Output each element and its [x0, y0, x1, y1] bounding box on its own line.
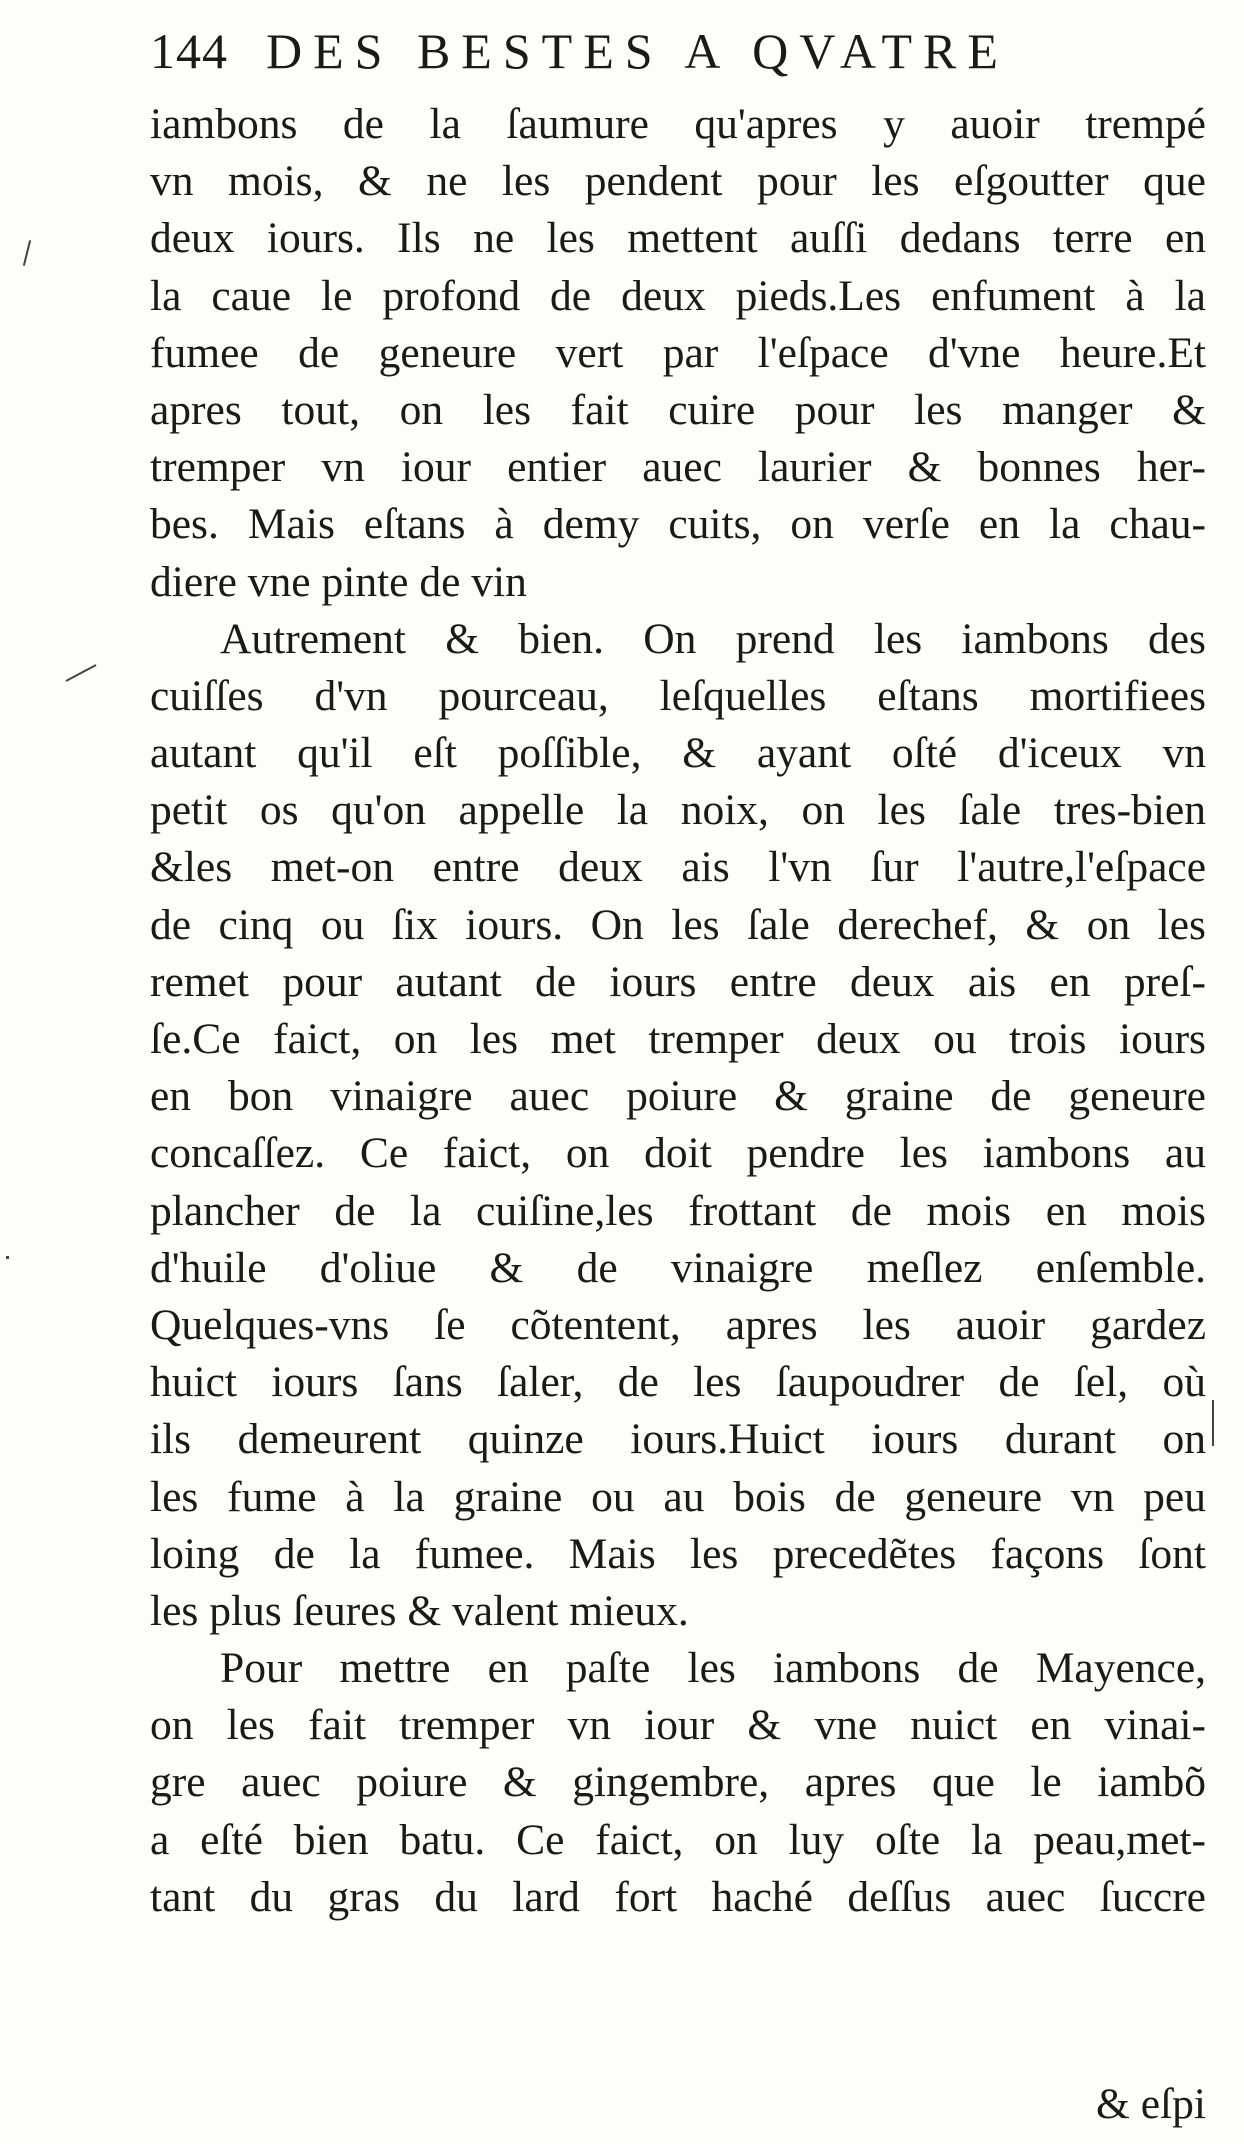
margin-mark	[6, 1256, 9, 1259]
margin-mark	[66, 664, 97, 682]
text-line: plancher de la cuiſine,les frottant de mois en mois	[150, 1186, 1206, 1235]
text-line: vn mois, & ne les pendent pour les eſgoutter que	[150, 157, 1206, 206]
text-line: autant qu'il eſt poſſible, & ayant oſté d'iceux vn	[150, 729, 1206, 778]
text-line: les plus ſeures & valent mieux.	[150, 1586, 689, 1635]
text-line: Quelques-vns ſe cõtentent, apres les auoir gardez	[150, 1300, 1206, 1349]
page-number: 144	[150, 23, 228, 79]
text-line: apres tout, on les fait cuire pour les manger &	[150, 385, 1206, 434]
text-line: a eſté bien batu. Ce faict, on luy oſte la peau,met-	[150, 1815, 1206, 1864]
text-line: petit os qu'on appelle la noix, on les ſale tres-bien	[150, 786, 1206, 835]
page-header	[150, 22, 1150, 102]
text-line: on les fait tremper vn iour & vne nuict en vinai-	[150, 1701, 1206, 1750]
text-line: fumee de geneure vert par l'eſpace d'vne heure.Et	[150, 328, 1206, 377]
text-line: concaſſez. Ce faict, on doit pendre les iambons au	[150, 1129, 1206, 1178]
text-line: cuiſſes d'vn pourceau, leſquelles eſtans mortifiees	[150, 671, 1206, 720]
margin-mark	[1212, 1400, 1214, 1446]
catchword: & eſpi	[1096, 2080, 1206, 2128]
text-line: tremper vn iour entier auec laurier & bonnes her-	[150, 443, 1206, 492]
text-line: bes. Mais eſtans à demy cuits, on verſe en la chau-	[150, 500, 1206, 549]
text-line: huict iours ſans ſaler, de les ſaupoudrer de ſel, où	[150, 1358, 1206, 1407]
text-line: diere vne pinte de vin	[150, 557, 527, 606]
text-line: la caue le profond de deux pieds.Les enfument à la	[150, 271, 1206, 320]
text-line: tant du gras du lard fort haché deſſus auec ſuccre	[150, 1872, 1206, 1921]
text-line: deux iours. Ils ne les mettent auſſi dedans terre en	[150, 214, 1206, 263]
text-line: les fume à la graine ou au bois de geneure vn peu	[150, 1472, 1206, 1521]
text-line: loing de la fumee. Mais les precedẽtes façons ſont	[150, 1529, 1206, 1578]
text-line: ils demeurent quinze iours.Huict iours durant on	[150, 1415, 1206, 1464]
text-line: en bon vinaigre auec poiure & graine de geneure	[150, 1072, 1206, 1121]
running-head: DES BESTES A QVATRE	[266, 23, 1009, 79]
text-line: remet pour autant de iours entre deux ais en preſ-	[150, 957, 1206, 1006]
text-line: ſe.Ce faict, on les met tremper deux ou trois iours	[150, 1015, 1206, 1063]
text-line: &les met-on entre deux ais l'vn ſur l'autre,l'eſpace	[150, 843, 1206, 892]
body-text	[150, 96, 1206, 1926]
text-line: d'huile d'oliue & de vinaigre meſlez enſemble.	[150, 1243, 1206, 1292]
text-line: gre auec poiure & gingembre, apres que le iambõ	[150, 1758, 1206, 1807]
text-line: iambons de la ſaumure qu'apres y auoir trempé	[150, 100, 1206, 148]
text-line: Autrement & bien. On prend les iambons des	[220, 614, 1206, 663]
margin-mark	[23, 240, 31, 266]
text-line: de cinq ou ſix iours. On les ſale derechef, & on les	[150, 900, 1206, 949]
text-line: Pour mettre en paſte les iambons de Mayence,	[220, 1644, 1206, 1693]
